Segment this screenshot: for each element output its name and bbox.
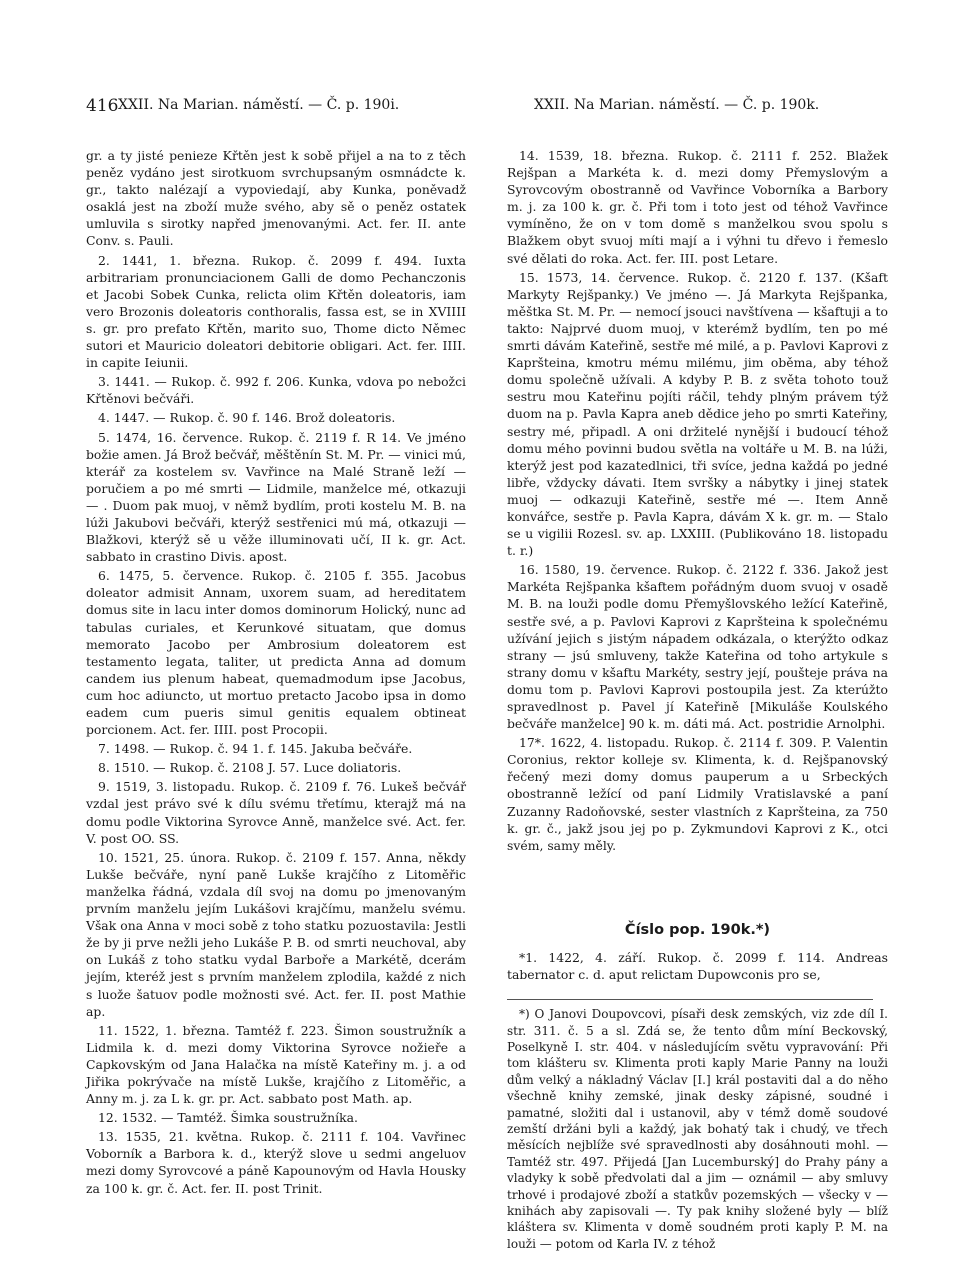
running-header <box>86 96 886 126</box>
entry-paragraph: 16. 1580, 19. července. Rukop. č. 2122 f. 336. Jakož jest Markéta Rejšpanka kšaftem pořádným duom svuoj v osadě M. B. na louži podle domu Přemyšlovského ležící Kateřině, sestře své, a p. Pavlovi Kaprovi z Kapršteina k společnému užívání jejich s jistým nápadem odkázala, o kterýžto odkaz strany — jsú smluveny, takže Kateřina od toho artykule s strany domu v kšaftu Markéty, sestry její, poušteje práva na domu tom p. Pavlovi Kaprovi postoupila jest. Za kterúžto spravedlnost p. Pavel jí Kateřině [Mikuláše Koulského bečváře manželce] 90 k. m. dáti má. Act. postridie Arnolphi. <box>507 562 888 732</box>
entry-paragraph: 8. 1510. — Rukop. č. 2108 J. 57. Luce doliatoris. <box>98 760 402 776</box>
page-number: 416 <box>86 96 119 116</box>
entry-paragraph: 13. 1535, 21. května. Rukop. č. 2111 f. 104. Vavřinec Voborník a Barbora k. d., kterýž slove u sedmi angeluov mezi domy Syrovcové a páně Kapounovým od Havla Housky za 100 k. gr. č. Act. fer. II. post Trinit. <box>86 1129 466 1196</box>
entry-paragraph: 15. 1573, 14. července. Rukop. č. 2120 f. 137. (Kšaft Markyty Rejšpanky.) Ve jméno —. Já Markyta Rejšpanka, měštka St. M. Pr. — nemocí jsouci navštívena — kšaftuji a to takto: Najprvé duom muoj, v kterémž bydlím, ten po mé smrti dávám Kateřině, sestře mé milé, a p. Pavlovi Kaprovi z Kapršteina, kmotru mému milému, jim oběma, aby téhož domu společně užívali. A kdyby P. B. z světa tohoto touž sestru mou Kateřinu pojíti ráčil, tehdy plným právem týž duom na p. Pavla Kapra aneb dědice jeho po smrti Kateřiny, sestry mé, připadl. A oni držitelé nynější i budoucí téhož domu mého povinni budou světla na voltáře u M. B. na lúži, kterýž jest pod kazatedlnici, tři svíce, jedna každá po jedné libře, vždycky dávati. Item svršky a nábytky i jinej statek muoj — odkazuji Kateřině, sestře mé —. Item Anně konvářce, sestře p. Pavla Kapra, dávám X k. gr. m. — Stalo se u vigilii Rozesl. sv. ap. LXXIII. (Publikováno 18. listopadu t. r.) <box>507 269 888 559</box>
right-column <box>507 147 888 1252</box>
footnote: *) O Janovi Doupovcovi, písaři desk zemských, viz zde díl I. str. 311. č. 5 a sl. Zdá se, že tento dům míní Beckovský, Poselkyně I. str. 404. v následujícím světu vypravování: Při tom klášteru sv. Klimenta proti kaply Marie Panny na louži dům velký a nákladný Václav [I.] král postaviti dal a do něho všechně knihy zemské, jinak desky zápisné, soudné i pamatné, složiti dal i ustanovil, aby v témž domě soudové zemští držáni byli a každý, jak bohatý tak i chudý, ve třech měsících nejblíže své spravedlnosti aby dosáhnouti mohl. — Tamtéž str. 497. Přijedá [Jan Lucemburský] do Prahy pány a vladyky k sobě předvolati dal a jim — oznámil — aby smluvy trhové i prodajové zboží a statkův pozemských — všecky v — knihách aby zapisovali —. Ty pak knihy složené byly — blíž kláštera sv. Klimenta v domě soudném proti kaply P. M. na louži — potom od Karla IV. z téhož <box>507 1007 888 1251</box>
entry-paragraph: 11. 1522, 1. března. Tamtéž f. 223. Šimon soustružník a Lidmila k. d. mezi domy Viktorina Syrovce nožieře a Capkovským od Jana Halačka na místě Kateřiny m. j. a od Jiřika pokrývače na místě Lukše, krajčího z Litoměřic, a Anny m. j. za L k. gr. pr. Act. sabbato post Math. ap. <box>86 1022 466 1107</box>
entry-paragraph: 5. 1474, 16. července. Rukop. č. 2119 f. R 14. Ve jméno božie amen. Já Brož bečvář, měštěnín St. M. Pr. — vinici mú, kterář za kostelem sv. Vavřince na Malé Straně leží — poručiem a po mé smrti — Lidmile, manželce mé, otkazuji — . Duom pak muoj, v němž bydlím, proti kostelu M. B. na lúži Jakubovi bečváři, kterýž sestřenici mú má, otkazuji — Blažkovi, kterýž sě u věže illuminovati učí, II k. gr. Act. sabbato in crastino Divis. apost. <box>86 429 466 565</box>
entry-paragraph: 2. 1441, 1. března. Rukop. č. 2099 f. 494. Iuxta arbitrariam pronunciacionem Galli de domo Pechanczonis et Jacobi Sobek Cunka, relicta olim Křtěn doleatoris, iam vero Brozonis doleatoris conthoralis, fassa est, se in XVIIII s. gr. pro prefato Křtěn, marito suo, Thome dicto Němec sutori et Mauricio doleatori debitorie obligari. Act. fer. IIII. in capite Ieiunii. <box>86 252 466 371</box>
entry-paragraph: 3. 1441. — Rukop. č. 992 f. 206. Kunka, vdova po nebožci Křtěnovi bečváři. <box>86 374 466 407</box>
entry-paragraph: 4. 1447. — Rukop. č. 90 f. 146. Brož doleatoris. <box>98 410 396 426</box>
left-column <box>86 147 466 1197</box>
entry-paragraph: 14. 1539, 18. března. Rukop. č. 2111 f. 252. Blažek Rejšpan a Markéta k. d. mezi domy Přemyslovým a Syrovcovým obostranně od Vavřince Voborníka a Barbory m. j. za 100 k. gr. č. Při tom i toto jest od téhož Vavřince vymíněno, že on v tom domě s manželkou svou spolu s Blažkem obyt svuoj míti mají a i výhni tu dřevo i řemeslo své dělati do roka. Act. fer. III. post Letare. <box>507 148 888 266</box>
left-running-head: XXII. Na Marian. náměstí. — Č. p. 190i. <box>118 97 400 113</box>
entry-paragraph: gr. a ty jisté penieze Křtěn jest k sobě přijel a na to z těch peněz vydáno jest sirotkuom svrchupsaným osmnádcte k. gr., takto nalézají a vypoviedají, aby Kunka, poněvadž osaklá jest na zboží muže svého, aby sě o peněz ostatek umluvila s sirotky napřed jmenovanými. Act. fer. II. ante Conv. s. Pauli. <box>86 148 466 249</box>
entry-paragraph: 10. 1521, 25. února. Rukop. č. 2109 f. 157. Anna, někdy Lukše bečváře, nyní paně Lukše krajčího z Litoměřic manželka řádná, vzdala díl svoj na domu po jmenovaným prvním manželu jejím Lukášovi krajčímu, manželu svému. Však ona Anna v moci sobě z toho statku pozuostavila: Jestli že by ji prve nežli jeho Lukáše P. B. od smrti neuchoval, aby on Lukáš z toho statku vydal Barboře a Markétě, dcerám jejím, kteréž jest s prvním manželem zplodila, každé z nich s luože šatuov podle možnosti své. Act. fer. II. post Mathie ap. <box>86 849 466 1019</box>
entry-paragraph: *1. 1422, 4. září. Rukop. č. 2099 f. 114. Andreas tabernator c. d. aput relictam Dupowconis pro se, <box>507 949 888 983</box>
right-running-head: XXII. Na Marian. náměstí. — Č. p. 190k. <box>534 97 820 113</box>
section-heading: Číslo pop. 190k.*) <box>624 921 771 938</box>
entry-paragraph: 17*. 1622, 4. listopadu. Rukop. č. 2114 f. 309. P. Valentin Coronius, rektor kolleje sv. Klimenta, k. d. Rejšpanovský řečený mezi domy domus pauperum a u Srbeckých obostranně ležící od paní Lidmily Vratislavské a paní Zuzanny Radoňovské, sester vlastních z Kapršteina, za 750 k. gr. č., jakž jsou jej po p. Zykmundovi Kaprovi z K., otci svém, samy měly. <box>507 735 888 853</box>
entry-paragraph: 12. 1532. — Tamtéž. Šimka soustružníka. <box>98 1110 358 1126</box>
entry-paragraph: 7. 1498. — Rukop. č. 94 1. f. 145. Jakuba bečváře. <box>98 741 413 757</box>
footnote-divider <box>507 999 873 1000</box>
entry-paragraph: 6. 1475, 5. července. Rukop. č. 2105 f. 355. Jacobus doleator admisit Annam, uxorem suam, ad hereditatem domus site in lacu inter domos dominorum Holický, nunc ad tabulas curiales, et Kerunkové situatam, que domus memorato Jacobo per Ambrosium doleatorem est testamento legata, taliter, ut predicta Anna ad domum candem ius plenum habeat, quemadmodum ipse Jacobus, cum hoc adiuncto, ut mortuo pretacto Jacobo ipsa in domo eadem cum pueris simul genitis equalem obtineat porcionem. Act. fer. IIII. post Procopii. <box>86 568 466 738</box>
entry-paragraph: 9. 1519, 3. listopadu. Rukop. č. 2109 f. 76. Lukeš bečvář vzdal jest právo své k dílu svému třetímu, kterajž má na domu podle Viktorina Syrovce Anně, manželce své. Act. fer. V. post OO. SS. <box>86 779 466 846</box>
